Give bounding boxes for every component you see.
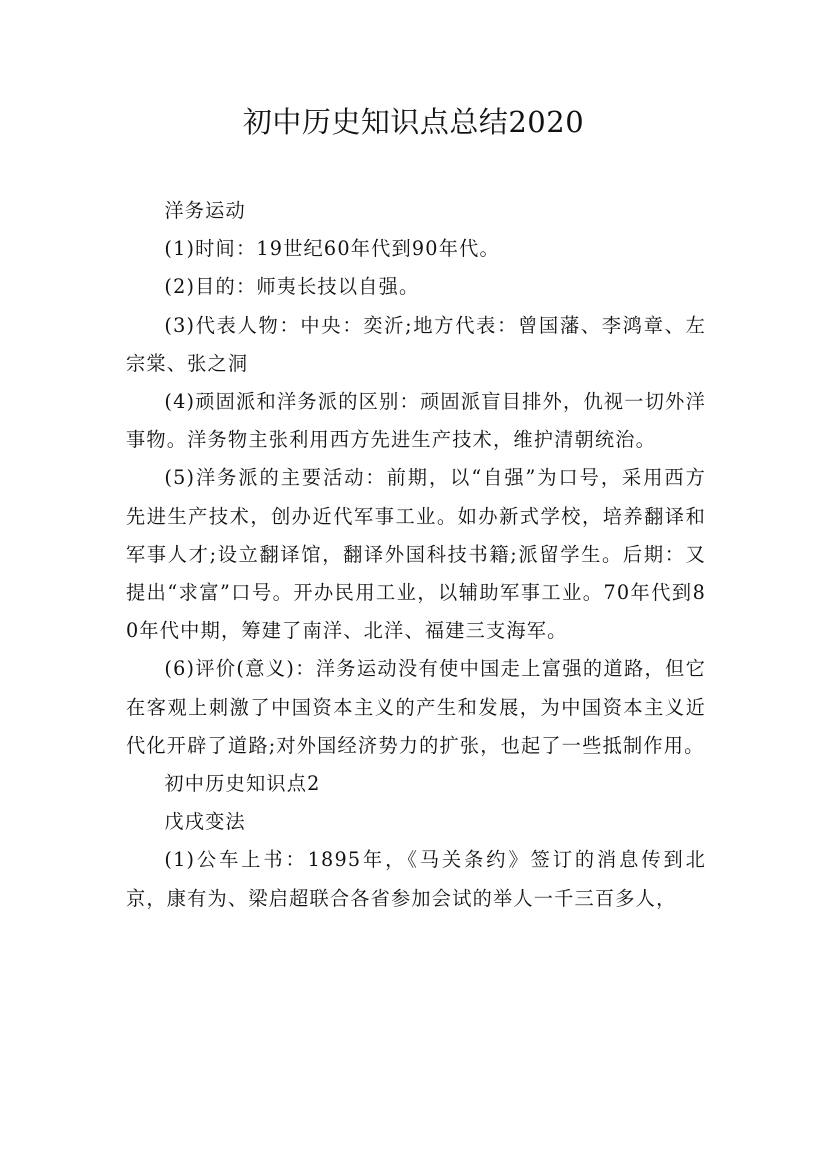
paragraph: (1)时间：19世纪60年代到90年代。: [164, 237, 500, 261]
section-heading: 洋务运动: [164, 199, 246, 222]
document-body: [126, 192, 706, 918]
section-heading: 戊戌变法: [164, 810, 246, 834]
paragraph: (1)公车上书：1895年，《马关条约》签订的消息传到北京，康有为、梁启超联合各省参加会试的举人一千三百多人，: [126, 848, 706, 910]
paragraph: (6)评价(意义)：洋务运动没有使中国走上富强的道路，但它在客观上刺激了中国资本主义的产生和发展，为中国资本主义近代化开辟了道路;对外国经济势力的扩张，也起了一些抵制作用。: [126, 657, 706, 757]
paragraph: (3)代表人物：中央：奕沂;地方代表：曾国藩、李鸿章、左宗棠、张之洞: [126, 313, 706, 375]
section-heading: 初中历史知识点2: [164, 772, 321, 796]
paragraph: (5)洋务派的主要活动：前期，以“自强”为口号，采用西方先进生产技术，创办近代军事工业。如办新式学校，培养翻译和军事人才;设立翻译馆，翻译外国科技书籍;派留学生。后期：又提出“求富”口号。开办民用工业，以辅助军事工业。70年代到80年代中期，筹建了南洋、北洋、福建三支海军。: [126, 466, 706, 643]
document-title: 初中历史知识点总结2020: [242, 105, 585, 139]
paragraph: (2)目的：师夷长技以自强。: [164, 275, 420, 299]
paragraph: (4)顽固派和洋务派的区别：顽固派盲目排外，仇视一切外洋事物。洋务物主张利用西方先进生产技术，维护清朝统治。: [126, 390, 706, 452]
